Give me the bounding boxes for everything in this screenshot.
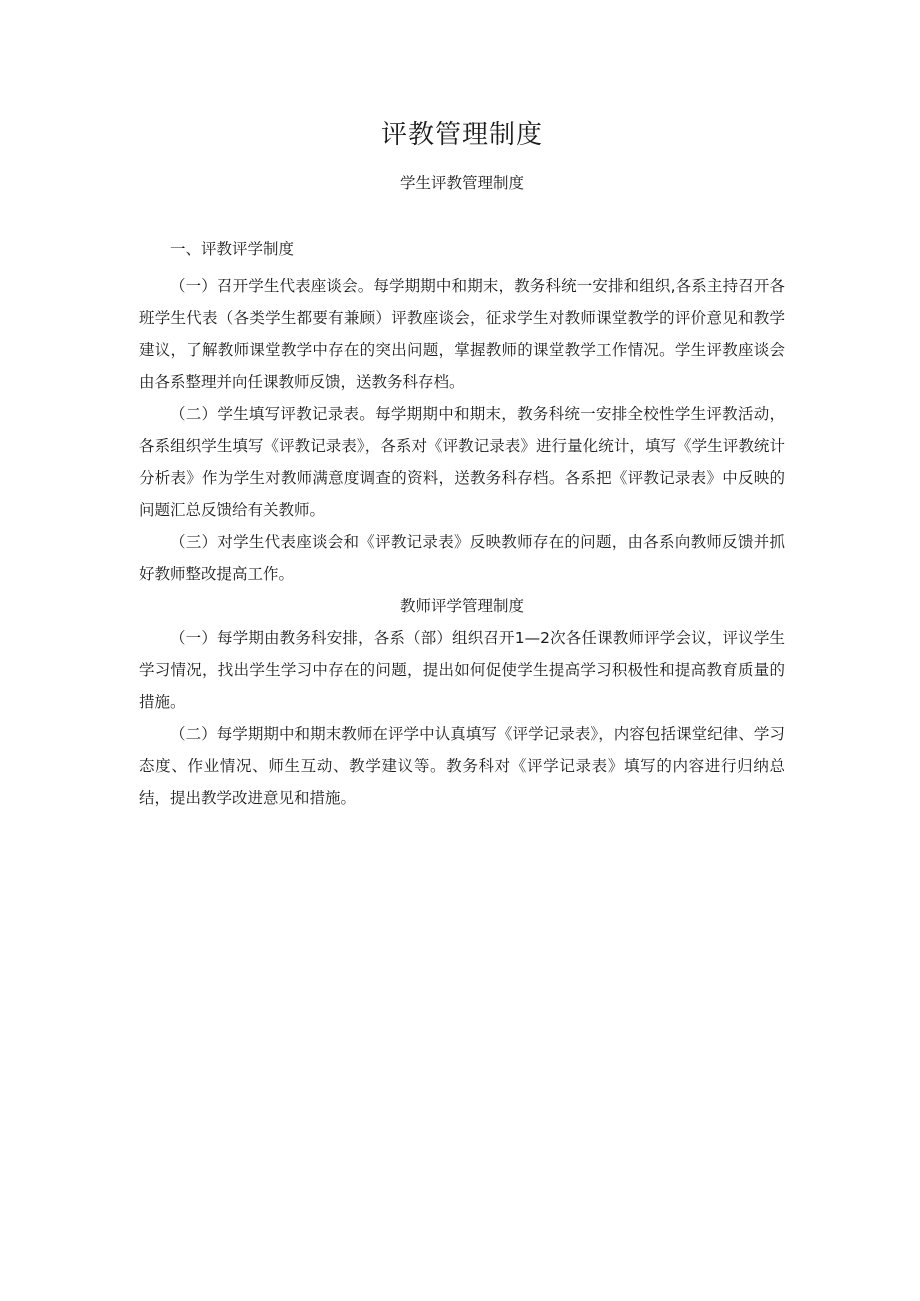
paragraph: （一）召开学生代表座谈会。每学期期中和期末，教务科统一安排和组织,各系主持召开各班学生代表（各类学生都要有兼顾）评教座谈会，征求学生对教师课堂教学的评价意见和教学建议，了解教师课堂教学中存在的突出问题，掌握教师的课堂教学工作情况。学生评教座谈会由各系整理并向任课教师反馈，送教务科存档。 xyxy=(139,277,785,391)
student-evaluation-subtitle: 学生评教管理制度 xyxy=(399,174,524,192)
document-title: 评教管理制度 xyxy=(380,120,543,150)
paragraph: （三）对学生代表座谈会和《评教记录表》反映教师存在的问题，由各系向教师反馈并抓好教师整改提高工作。 xyxy=(139,533,785,583)
section-heading: 一、评教评学制度 xyxy=(170,240,295,258)
paragraph: （二）学生填写评教记录表。每学期期中和期末，教务科统一安排全校性学生评教活动，各系组织学生填写《评教记录表》，各系对《评教记录表》进行量化统计，填写《学生评教统计分析表》作为学生对教师满意度调查的资料，送教务科存档。各系把《评教记录表》中反映的问题汇总反馈给有关教师。 xyxy=(139,405,785,519)
paragraph: （一）每学期由教务科安排，各系（部）组织召开1—2次各任课教师评学会议，评议学生学习情况，找出学生学习中存在的问题，提出如何促使学生提高学习积极性和提高教育质量的措施。 xyxy=(139,629,785,711)
teacher-evaluation-subtitle: 教师评学管理制度 xyxy=(399,597,524,615)
document-content xyxy=(139,116,785,814)
paragraph: （二）每学期期中和期末教师在评学中认真填写《评学记录表》，内容包括课堂纪律、学习态度、作业情况、师生互动、教学建议等。教务科对《评学记录表》填写的内容进行归纳总结，提出教学改进意见和措施。 xyxy=(139,725,785,807)
